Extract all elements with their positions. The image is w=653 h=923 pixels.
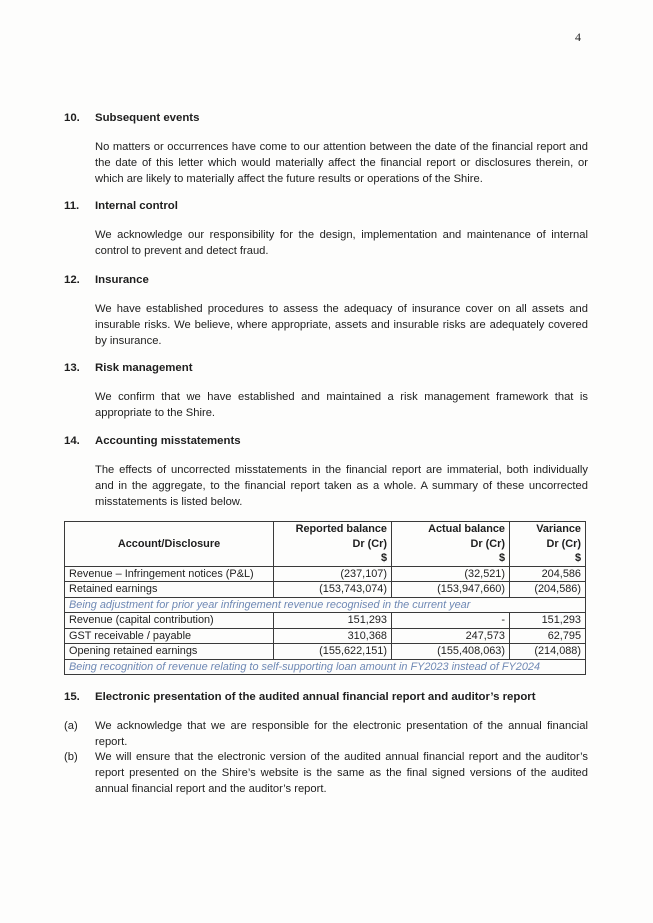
table-row <box>65 613 586 629</box>
section-heading <box>64 433 588 449</box>
section-internal-control <box>64 198 588 260</box>
misstatements-table <box>64 521 586 675</box>
cell-variance: 151,293 <box>510 613 586 629</box>
section-paragraph: We acknowledge our responsibility for the design, implementation and maintenance of internal control to prevent and detect fraud. <box>95 229 588 257</box>
section-heading <box>64 198 588 214</box>
page-number: 4 <box>575 30 581 44</box>
cell-reported: 310,368 <box>274 628 392 644</box>
section-number: 12. <box>64 274 80 286</box>
section-number: 13. <box>64 362 80 374</box>
section-title: Accounting misstatements <box>95 435 241 447</box>
section-title: Subsequent events <box>95 112 200 124</box>
cell-actual: (155,408,063) <box>392 644 510 660</box>
table-note-row <box>65 659 586 675</box>
header-actual-drcr: Dr (Cr) <box>392 537 510 552</box>
cell-reported: 151,293 <box>274 613 392 629</box>
list-item-text: We will ensure that the electronic version of the audited annual financial report and the auditor’s report presented on the Shire’s website is the same as the final signed versions of the audited annual financial report and the auditor’s report. <box>95 751 588 795</box>
table-row <box>65 566 586 582</box>
table-header-row <box>65 522 586 537</box>
cell-account: Opening retained earnings <box>65 644 274 660</box>
header-account: Account/Disclosure <box>65 522 274 567</box>
table-row <box>65 582 586 598</box>
section-title: Electronic presentation of the audited annual financial report and auditor’s report <box>95 691 536 703</box>
section-number: 11. <box>64 200 80 212</box>
section-number: 15. <box>64 691 80 703</box>
cell-actual: - <box>392 613 510 629</box>
cell-account: GST receivable / payable <box>65 628 274 644</box>
section-title: Risk management <box>95 362 193 374</box>
section-number: 14. <box>64 435 80 447</box>
cell-account: Retained earnings <box>65 582 274 598</box>
header-reported-currency: $ <box>274 551 392 566</box>
header-variance: Variance <box>510 522 586 537</box>
section-risk-management <box>64 360 588 422</box>
cell-reported: (155,622,151) <box>274 644 392 660</box>
header-variance-currency: $ <box>510 551 586 566</box>
section-insurance <box>64 272 588 349</box>
list-item <box>64 750 588 797</box>
cell-actual: (32,521) <box>392 566 510 582</box>
section-number: 10. <box>64 112 80 124</box>
cell-note: Being adjustment for prior year infringement revenue recognised in the current year <box>65 597 586 613</box>
section-title: Internal control <box>95 200 178 212</box>
cell-account: Revenue – Infringement notices (P&L) <box>65 566 274 582</box>
list-item-text: We acknowledge that we are responsible for the electronic presentation of the annual financial report. <box>95 720 588 748</box>
section-heading <box>64 110 588 126</box>
table-row <box>65 644 586 660</box>
section-paragraph: We have established procedures to assess the adequacy of insurance cover on all assets and insurable risks. We believe, where appropriate, assets and insurable risks are adequately covered by insurance. <box>95 303 588 347</box>
section-paragraph: We confirm that we have established and maintained a risk management framework that is appropriate to the Shire. <box>95 391 588 419</box>
section-heading <box>64 360 588 376</box>
cell-variance: 204,586 <box>510 566 586 582</box>
cell-account: Revenue (capital contribution) <box>65 613 274 629</box>
cell-variance: 62,795 <box>510 628 586 644</box>
cell-actual: (153,947,660) <box>392 582 510 598</box>
list-item-label: (b) <box>64 751 78 763</box>
cell-actual: 247,573 <box>392 628 510 644</box>
list-item <box>64 719 588 751</box>
header-reported-drcr: Dr (Cr) <box>274 537 392 552</box>
list-item-label: (a) <box>64 720 78 732</box>
section-accounting-misstatements <box>64 433 588 510</box>
section-subsequent-events <box>64 110 588 187</box>
header-actual-currency: $ <box>392 551 510 566</box>
cell-note: Being recognition of revenue relating to self-supporting loan amount in FY2023 instead of FY2024 <box>65 659 586 675</box>
cell-reported: (153,743,074) <box>274 582 392 598</box>
table-note-row <box>65 597 586 613</box>
section-paragraph: No matters or occurrences have come to our attention between the date of the financial report and the date of this letter which would materially affect the financial report or disclosures therein, or which are likely to materially affect the future results or operations of the Shire. <box>95 141 588 185</box>
section-heading <box>64 272 588 288</box>
cell-reported: (237,107) <box>274 566 392 582</box>
section-electronic-presentation <box>64 689 588 705</box>
table-row <box>65 628 586 644</box>
cell-variance: (204,586) <box>510 582 586 598</box>
section-paragraph: The effects of uncorrected misstatements in the financial report are immaterial, both individually and in the aggregate, to the financial report taken as a whole. A summary of these uncorrected misstatements is listed below. <box>95 464 588 508</box>
header-actual: Actual balance <box>392 522 510 537</box>
section-title: Insurance <box>95 274 149 286</box>
cell-variance: (214,088) <box>510 644 586 660</box>
header-reported: Reported balance <box>274 522 392 537</box>
section-heading <box>64 689 588 705</box>
header-variance-drcr: Dr (Cr) <box>510 537 586 552</box>
